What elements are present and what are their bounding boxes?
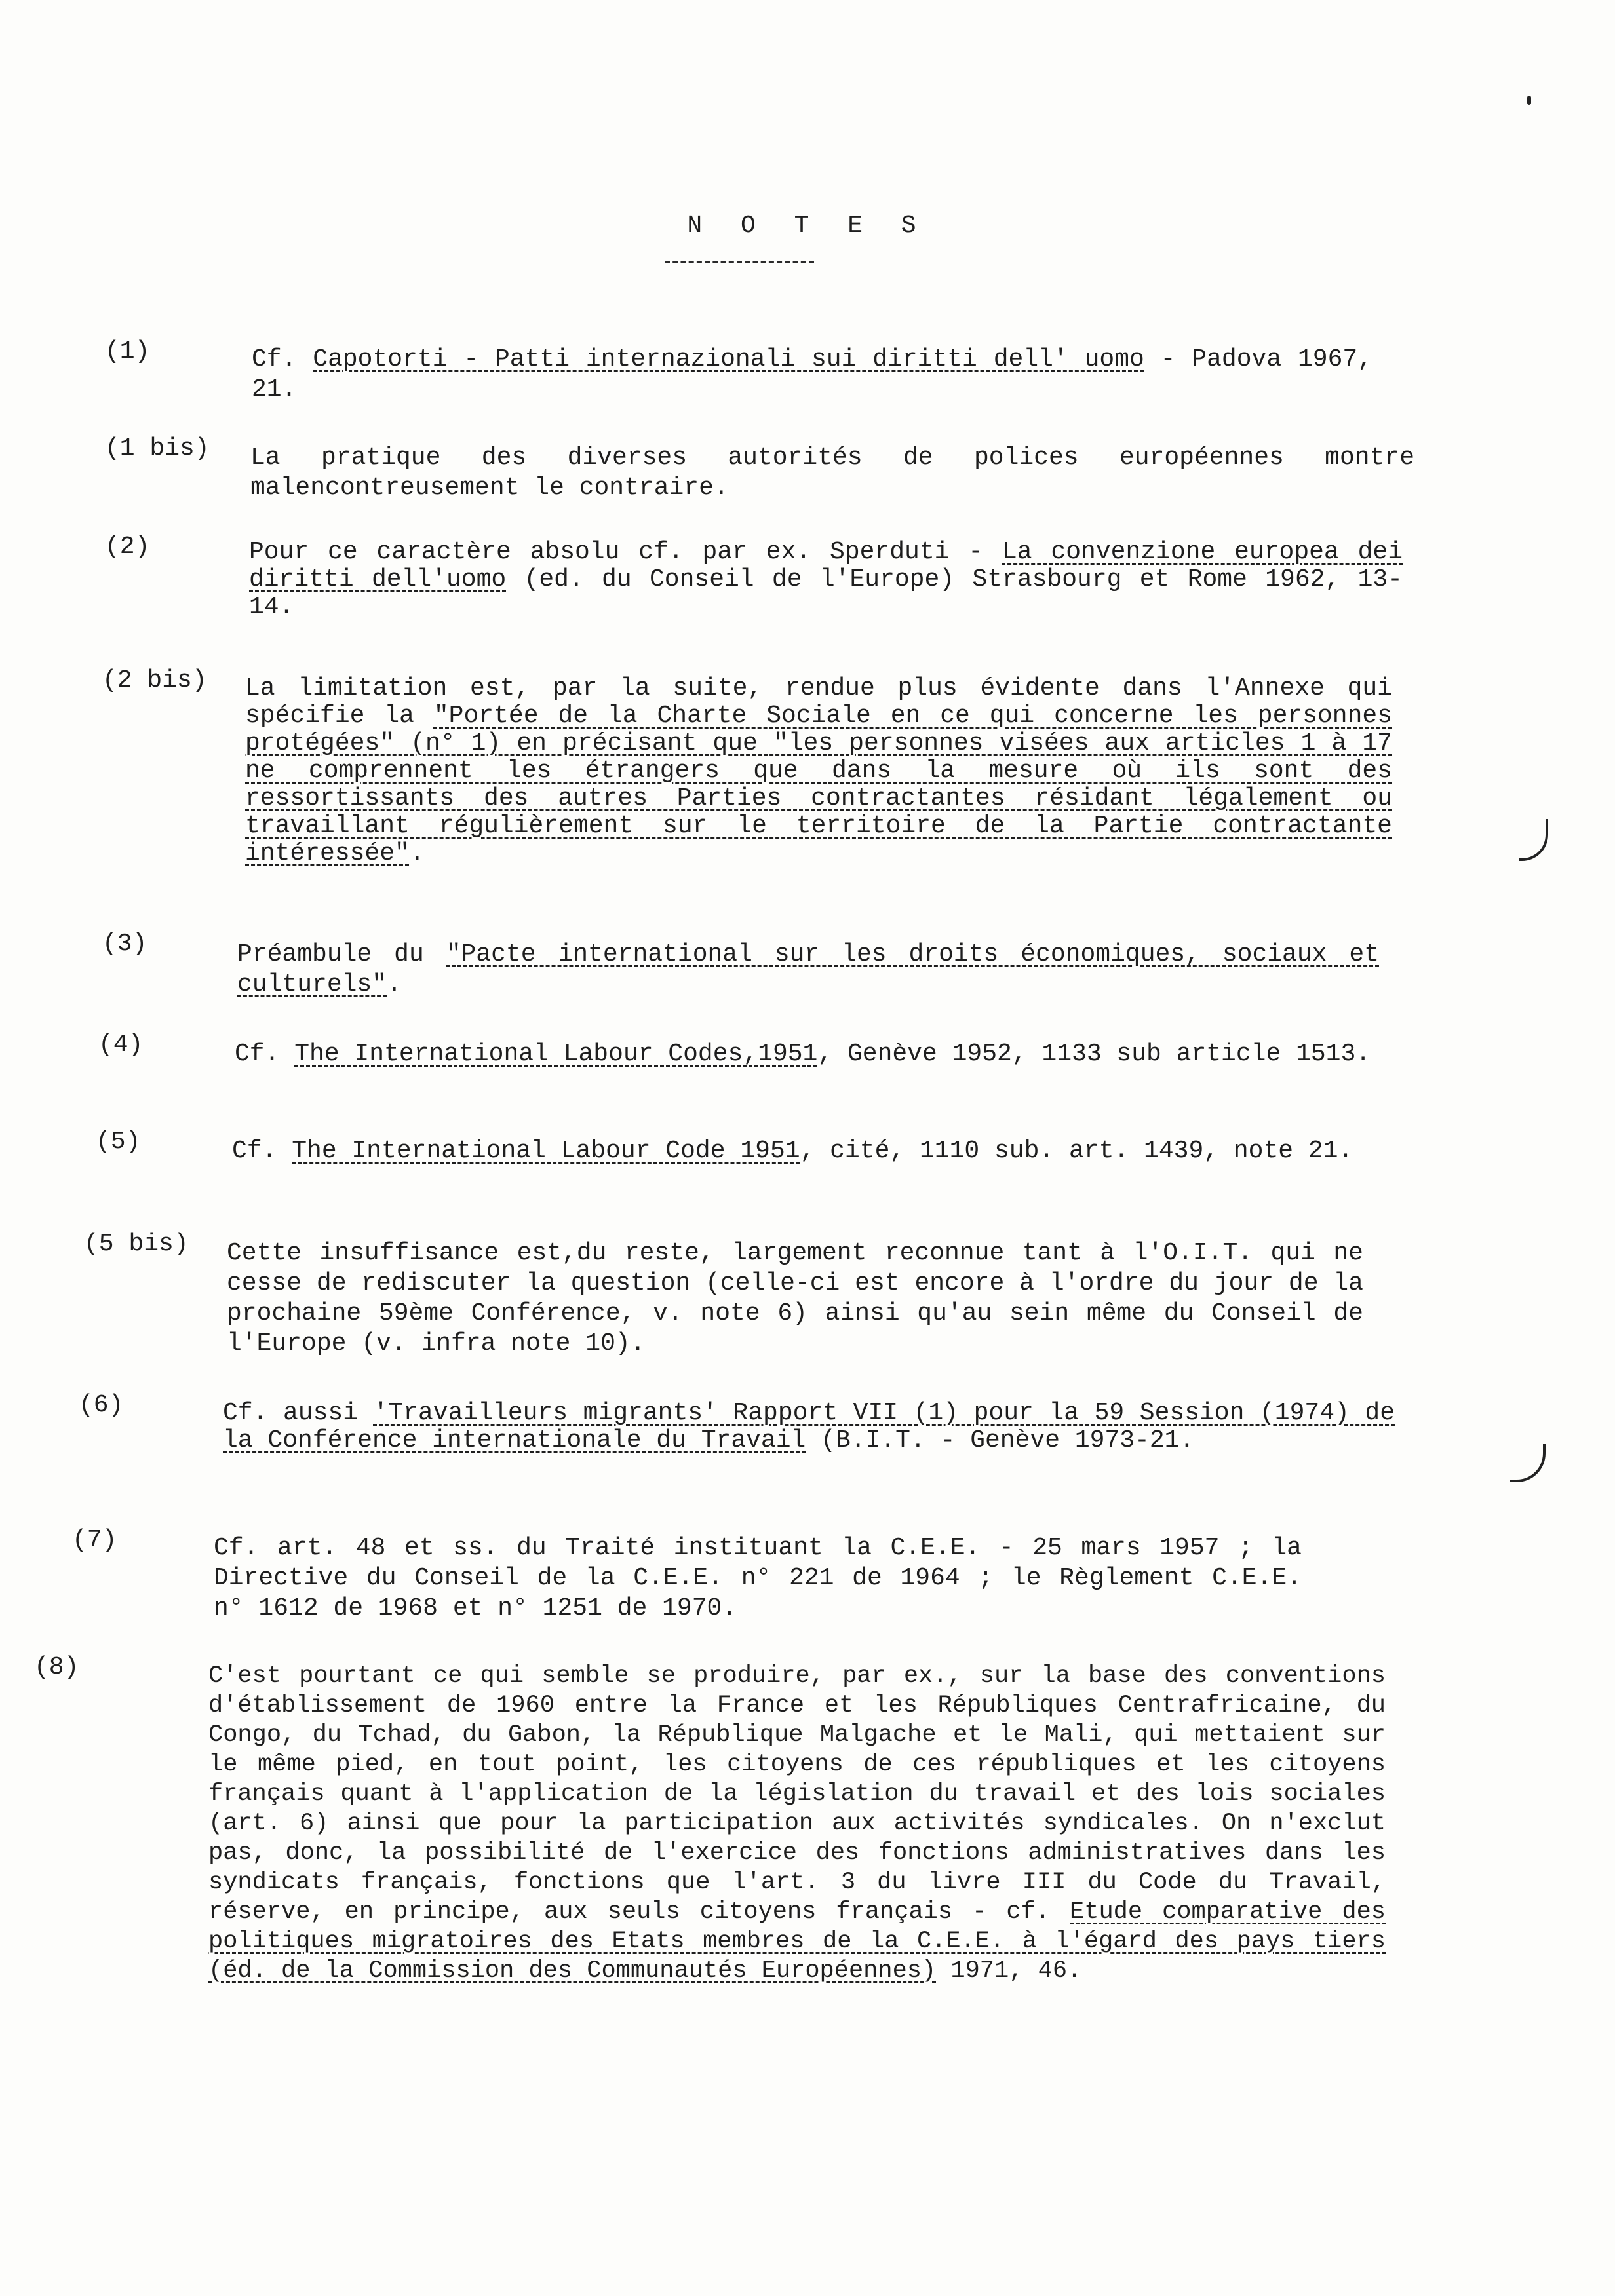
margin-bracket-mark xyxy=(1510,1444,1546,1482)
note-text: Cf. The International Labour Code 1951, cité, 1110 sub. art. 1439, note 21. xyxy=(232,1137,1353,1165)
note-text: Cette insuffisance est,du reste, largement reconnue tant à l'O.I.T. qui ne cesse de rediscuter la question (celle-ci est encore à l'ordre du jour de la prochaine 59ème Conférence, v. note 6) ainsi qu'au sein même du Conseil de l'Europe (v. infra note 10). xyxy=(227,1239,1363,1358)
note-number: (2) xyxy=(105,533,150,561)
note-number: (3) xyxy=(102,930,147,958)
note-number: (8) xyxy=(34,1653,79,1681)
note-text: La pratique des diverses autorités de polices européennes montre malencontreusement le contraire. xyxy=(250,444,1414,502)
note-number: (4) xyxy=(98,1031,144,1059)
note-text: Cf. The International Labour Codes,1951, Genève 1952, 1133 sub article 1513. xyxy=(235,1040,1371,1068)
note-number: (2 bis) xyxy=(102,666,207,695)
note-text: Cf. Capotorti - Patti internazionali sui diritti dell' uomo - Padova 1967, 21. xyxy=(252,345,1372,404)
note-text: Cf. art. 48 et ss. du Traité instituant la C.E.E. - 25 mars 1957 ; la Directive du Conseil de la C.E.E. n° 221 de 1964 ; le Règlement C.E.E. n° 1612 de 1968 et n° 1251 de 1970. xyxy=(214,1534,1302,1622)
note-text: Pour ce caractère absolu cf. par ex. Sperduti - La convenzione europea dei diritti dell'uomo (ed. du Conseil de l'Europe) Strasbourg et Rome 1962, 13-14. xyxy=(249,538,1403,621)
note-number: (5) xyxy=(96,1128,141,1156)
note-text: Préambule du "Pacte international sur les droits économiques, sociaux et culturels". xyxy=(237,940,1379,999)
margin-dot xyxy=(1527,96,1531,105)
margin-bracket-mark xyxy=(1519,819,1548,861)
note-number: (1) xyxy=(105,337,150,366)
note-number: (7) xyxy=(72,1526,117,1554)
note-number: (1 bis) xyxy=(105,434,210,463)
note-number: (5 bis) xyxy=(84,1230,189,1258)
page-title: N O T E S xyxy=(687,212,928,240)
note-text: C'est pourtant ce qui semble se produire, par ex., sur la base des conventions d'établissement de 1960 entre la France et les Républiques Centrafricaine, du Congo, du Tchad, du Gabon, la République Malgache et le Mali, qui mettaient sur le même pied, en tout point, les citoyens de ces républiques et les citoyens français quant à l'application de la législation du travail et des lois sociales (art. 6) ainsi que pour la participation aux activités syndicales. On n'exclut pas, donc, la possibilité de l'exercice des fonctions administratives dans les syndicats français, fonctions que l'art. 3 du livre III du Code du Travail, réserve, en principe, aux seuls citoyens français - cf. Etude comparative des politiques migratoires des Etats membres de la C.E.E. à l'égard des pays tiers (éd. de la Commission des Communautés Européennes) 1971, 46. xyxy=(208,1662,1386,1985)
note-text: La limitation est, par la suite, rendue plus évidente dans l'Annexe qui spécifie la "Portée de la Charte Sociale en ce qui concerne les personnes protégées" (n° 1) en précisant que "les personnes visées aux articles 1 à 17 ne comprennent les étrangers que dans la mesure où ils sont des ressortissants des autres Parties contractantes résidant légalement ou travaillant régulièrement sur le territoire de la Partie contractante intéressée". xyxy=(245,674,1392,868)
note-text: Cf. aussi 'Travailleurs migrants' Rapport VII (1) pour la 59 Session (1974) de la Conférence internationale du Travail (B.I.T. - Genève 1973-21. xyxy=(223,1399,1395,1455)
title-underline xyxy=(665,261,814,263)
note-number: (6) xyxy=(79,1391,124,1419)
